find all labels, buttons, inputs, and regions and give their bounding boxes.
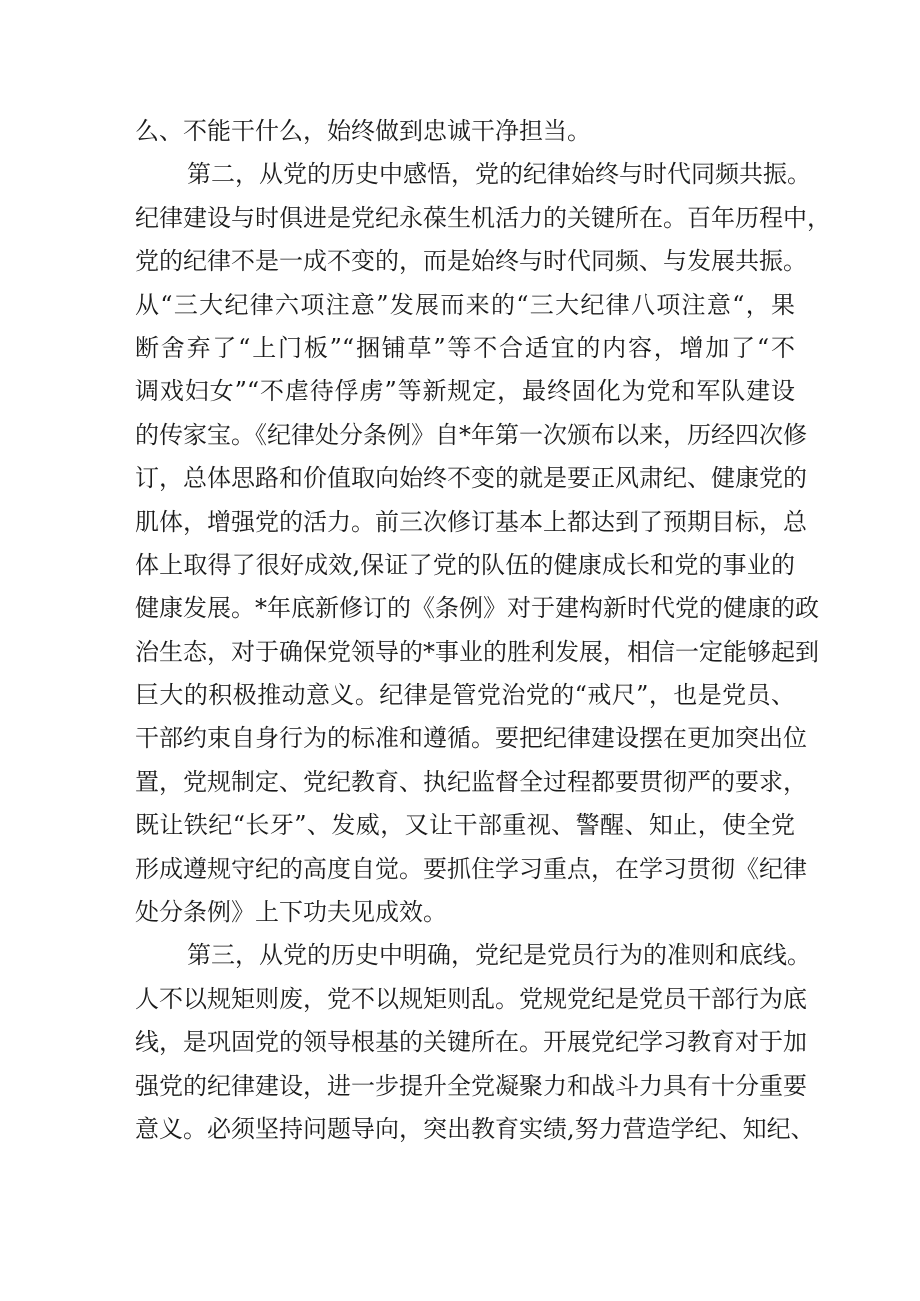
text-line: 人不以规矩则废，党不以规矩则乱。党规党纪是党员干部行为底 [135, 984, 807, 1013]
text-line: 健康发展。*年底新修订的《条例》对于建构新时代党的健康的政 [135, 594, 819, 623]
text-line: 订，总体思路和价值取向始终不变的就是要正风肃纪、健康党的 [135, 464, 807, 493]
text-line: 强党的纪律建设，进一步提升全党凝聚力和战斗力具有十分重要 [135, 1071, 807, 1100]
paragraph-first-line: 第二，从党的历史中感悟，党的纪律始终与时代同频共振。 [187, 160, 811, 189]
text-line: 既让铁纪“长牙”、发威，又让干部重视、警醒、知止，使全党 [135, 811, 795, 840]
text-line: 调戏妇女”“不虐待俘虏”等新规定，最终固化为党和军队建设 [135, 377, 795, 406]
text-line: 党的纪律不是一成不变的，而是始终与时代同频、与发展共振。 [135, 247, 807, 276]
text-line: 纪律建设与时俱进是党纪永葆生机活力的关键所在。百年历程中， [135, 203, 831, 232]
text-line: 处分条例》上下功夫见成效。 [135, 898, 447, 927]
text-line: 置，党规制定、党纪教育、执纪监督全过程都要贯彻严的要求， [135, 767, 807, 796]
text-line: 巨大的积极推动意义。纪律是管党治党的“戒尺”，也是党员、 [135, 681, 795, 710]
paragraph-first-line: 第三，从党的历史中明确，党纪是党员行为的准则和底线。 [187, 941, 811, 970]
text-line: 体上取得了很好成效,保证了党的队伍的健康成长和党的事业的 [135, 550, 795, 579]
text-line: 么、不能干什么，始终做到忠诚干净担当。 [135, 117, 591, 145]
text-line: 线，是巩固党的领导根基的关键所在。开展党纪学习教育对于加 [135, 1028, 807, 1057]
text-line: 治生态，对于确保党领导的*事业的胜利发展，相信一定能够起到 [135, 637, 819, 666]
text-line: 干部约束自身行为的标准和遵循。要把纪律建设摆在更加突出位 [135, 724, 807, 753]
text-line: 断舍弃了“上门板”“捆铺草”等不合适宜的内容，增加了“不 [135, 333, 795, 362]
text-line: 肌体，增强党的活力。前三次修订基本上都达到了预期目标，总 [135, 507, 807, 536]
text-line: 从“三大纪律六项注意”发展而来的“三大纪律八项注意“，果 [135, 290, 795, 319]
document-body [135, 110, 831, 1151]
text-line: 意义。必须坚持问题导向，突出教育实绩,努力营造学纪、知纪、 [135, 1114, 815, 1143]
text-line: 的传家宝。《纪律处分条例》自*年第一次颁布以来，历经四次修 [135, 420, 807, 449]
text-line: 形成遵规守纪的高度自觉。要抓住学习重点，在学习贯彻《纪律 [135, 854, 807, 883]
